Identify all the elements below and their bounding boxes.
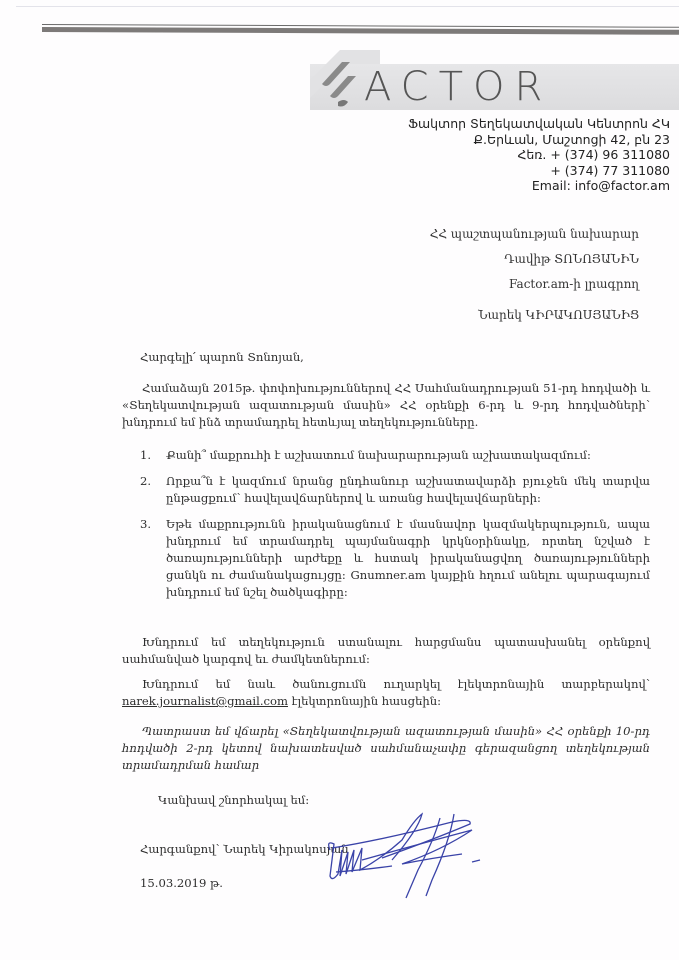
question-item xyxy=(140,447,650,464)
question-number: 2. xyxy=(140,474,152,488)
fee-paragraph: Պատրաստ եմ վճարել «Տեղեկատվության ազատության մասին» ՀՀ օրենքի 10-րդ հոդվածի 2-րդ կետով նախատեսված սահմանաչափը գերազանցող տեղեկության տրամադրման համար xyxy=(122,724,650,772)
question-number: 3. xyxy=(140,517,152,531)
thanks-line: Կանխավ շնորհակալ եմ: xyxy=(158,793,310,807)
electronic-notice-tail: էլեկտրոնային հասցեին: xyxy=(291,694,442,708)
letter-date: 15.03.2019 թ. xyxy=(140,876,223,890)
intro-paragraph: Համաձայն 2015թ. փոփոխություններով ՀՀ Սահմանադրության 51-րդ հոդվածի և «Տեղեկատվության ազատության մասին» ՀՀ օրենքի 6-րդ և 9-րդ հոդվածների՝ խնդրում եմ ինձ տրամադրել հետևյալ տեղեկությունները. xyxy=(122,381,650,429)
question-item xyxy=(140,473,650,507)
signoff-line: Հարգանքով՝ Նարեկ Կիրակոսյան xyxy=(140,842,349,856)
org-address: Ք.Երևան, Մաշտոցի 42, բն 23 xyxy=(473,131,670,147)
org-email: Email: info@factor.am xyxy=(531,178,670,193)
sender-name: Նարեկ ԿԻՐԱԿՈՍՅԱՆԻՑ xyxy=(478,308,639,322)
org-phone-2: + (374) 77 311080 xyxy=(550,162,670,178)
question-text: Քանի՞ մաքրուհի է աշխատում նախարարության աշխատակազմում: xyxy=(166,448,591,462)
addressee-name: Դավիթ ՏՈՆՈՅԱՆԻՆ xyxy=(504,252,639,266)
addressee-title: ՀՀ պաշտպանության նախարար xyxy=(429,227,639,241)
questions-list xyxy=(140,447,650,610)
addressee-block xyxy=(430,222,639,328)
org-name: Ֆակտոր Տեղեկատվական Կենտրոն ՀԿ xyxy=(408,116,670,131)
question-number: 1. xyxy=(140,448,152,462)
scan-edge xyxy=(16,6,679,7)
electronic-notice-text: Խնդրում եմ նաև ծանուցումն ուղարկել էլեկտրոնային տարբերակով՝ xyxy=(142,677,650,691)
email-link[interactable]: narek.journalist@gmail.com xyxy=(122,694,288,708)
letterhead-contact xyxy=(408,116,670,194)
header-rule-thick xyxy=(42,27,679,35)
logo-wordmark: ACTOR xyxy=(364,64,553,110)
handwritten-signature xyxy=(322,810,492,910)
sender-role: Factor.am-ի լրագրող xyxy=(509,277,639,291)
question-item xyxy=(140,516,650,601)
deadline-paragraph: Խնդրում եմ տեղեկություն ստանալու հարցմանս պատասխանել օրենքով սահմանված կարգով եւ ժամկետներում: xyxy=(122,635,650,666)
electronic-notice-paragraph xyxy=(122,676,650,710)
org-phone-1: Հեռ. + (374) 96 311080 xyxy=(517,147,670,162)
question-text: Եթե մաքրությունն իրականացնում է մասնավոր կազմակերպություն, ապա խնդրում եմ տրամադրել պայմանագրի կրկնօրինակը, որտեղ նշված է ծառայությունների արժեքը և հստակ իրականացվող ծառայությունների ցանկն ու ժամանակացույցը: Gnumner.am կայքին հղում անելու պարագայում խնդրում եմ նշել ծածկագիրը: xyxy=(166,517,650,599)
greeting: Հարգելի՛ պարոն Տոնոյան, xyxy=(140,350,304,364)
question-text: Որքա՞ն է կազմում նրանց ընդհանուր աշխատավարձի բյուջեն մեկ տարվա ընթացքում՝ հավելավճարներով և առանց հավելավճարների: xyxy=(166,474,650,505)
